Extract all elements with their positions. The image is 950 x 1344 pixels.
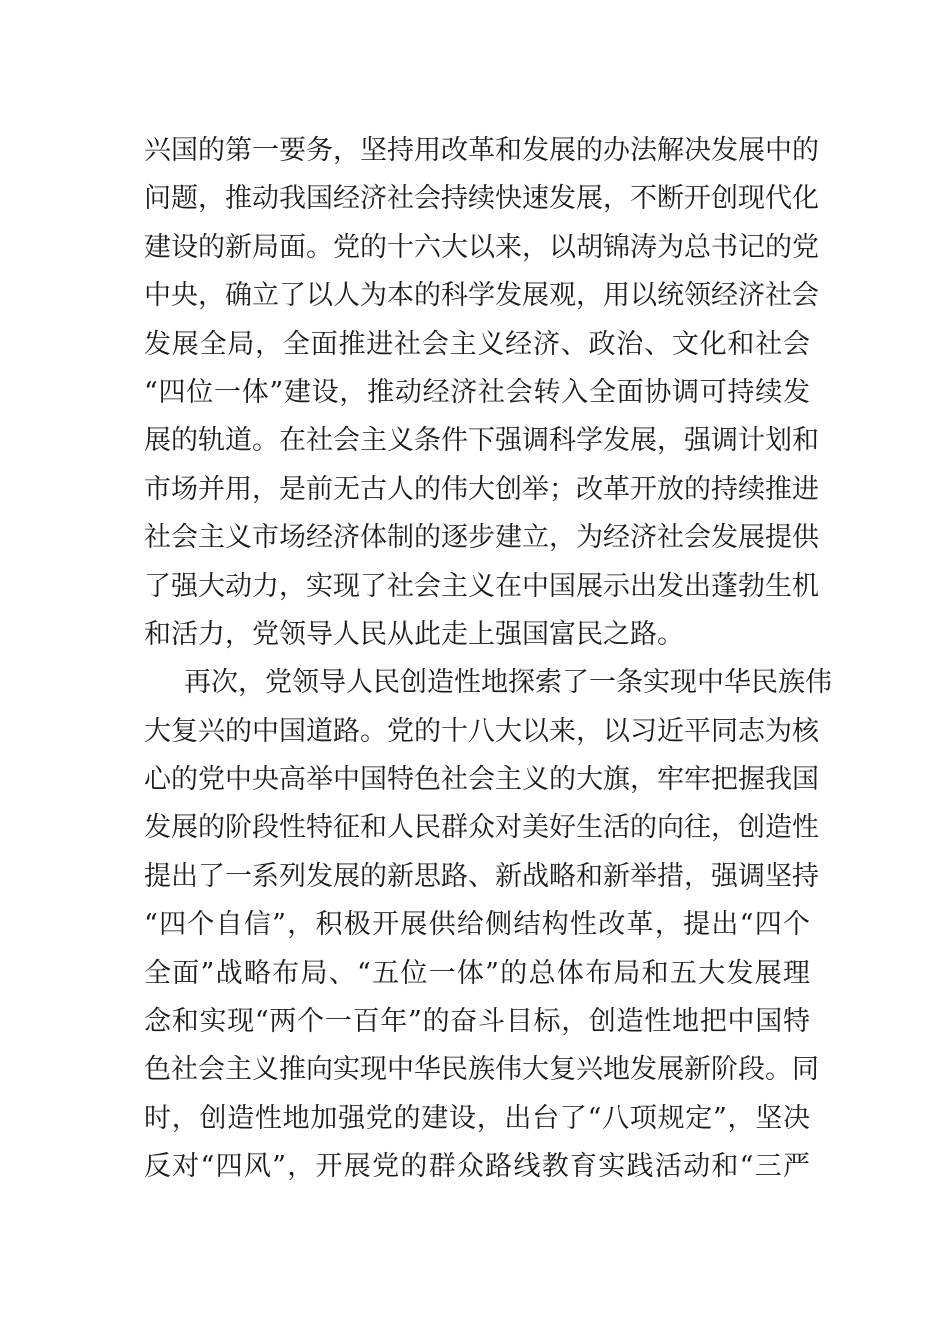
- text-line: 兴国的第一要务，坚持用改革和发展的办法解决发展中的: [144, 135, 819, 166]
- body-text: [144, 127, 832, 1192]
- text-line: 发展全局，全面推进社会主义经济、政治、文化和社会: [144, 328, 810, 360]
- text-line: 中央，确立了以人为本的科学发展观，用以统领经济社会: [144, 280, 819, 312]
- text-line: 问题，推动我国经济社会持续快速发展，不断开创现代化: [144, 183, 819, 215]
- text-line: 了强大动力，实现了社会主义在中国展示出发出蓬勃生机: [144, 570, 819, 602]
- text-line: 反对“四风”，开展党的群众路线教育实践活动和“三严: [144, 1151, 810, 1183]
- text-line: 大复兴的中国道路。党的十八大以来，以习近平同志为核: [144, 715, 819, 747]
- text-line: 和活力，党领导人民从此走上强国富民之路。: [144, 618, 684, 650]
- text-line: 社会主义市场经济体制的逐步建立，为经济社会发展提供: [144, 522, 819, 554]
- text-line: 色社会主义推向实现中华民族伟大复兴地发展新阶段。同: [144, 1054, 819, 1086]
- paragraph-2: [144, 659, 832, 1191]
- text-line: 全面”战略布局、“五位一体”的总体布局和五大发展理: [144, 957, 810, 989]
- text-line: 发展的阶段性特征和人民群众对美好生活的向往，创造性: [144, 812, 819, 844]
- text-line: 市场并用，是前无古人的伟大创举；改革开放的持续推进: [144, 473, 819, 505]
- text-line: 心的党中央高举中国特色社会主义的大旗，牢牢把握我国: [144, 764, 819, 796]
- text-line: 展的轨道。在社会主义条件下强调科学发展，强调计划和: [144, 425, 819, 457]
- paragraph-1: [144, 127, 819, 659]
- text-line: 提出了一系列发展的新思路、新战略和新举措，强调坚持: [144, 860, 819, 892]
- text-line: “四位一体”建设，推动经济社会转入全面协调可持续发: [144, 376, 810, 408]
- text-line: 时，创造性地加强党的建设，出台了“八项规定”，坚决: [144, 1102, 810, 1134]
- text-line: “四个自信”，积极开展供给侧结构性改革，提出“四个: [144, 909, 810, 941]
- text-line: 念和实现“两个一百年”的奋斗目标，创造性地把中国特: [144, 1006, 810, 1038]
- text-line: 再次，党领导人民创造性地探索了一条实现中华民族伟: [184, 667, 832, 699]
- text-line: 建设的新局面。党的十六大以来，以胡锦涛为总书记的党: [144, 231, 819, 263]
